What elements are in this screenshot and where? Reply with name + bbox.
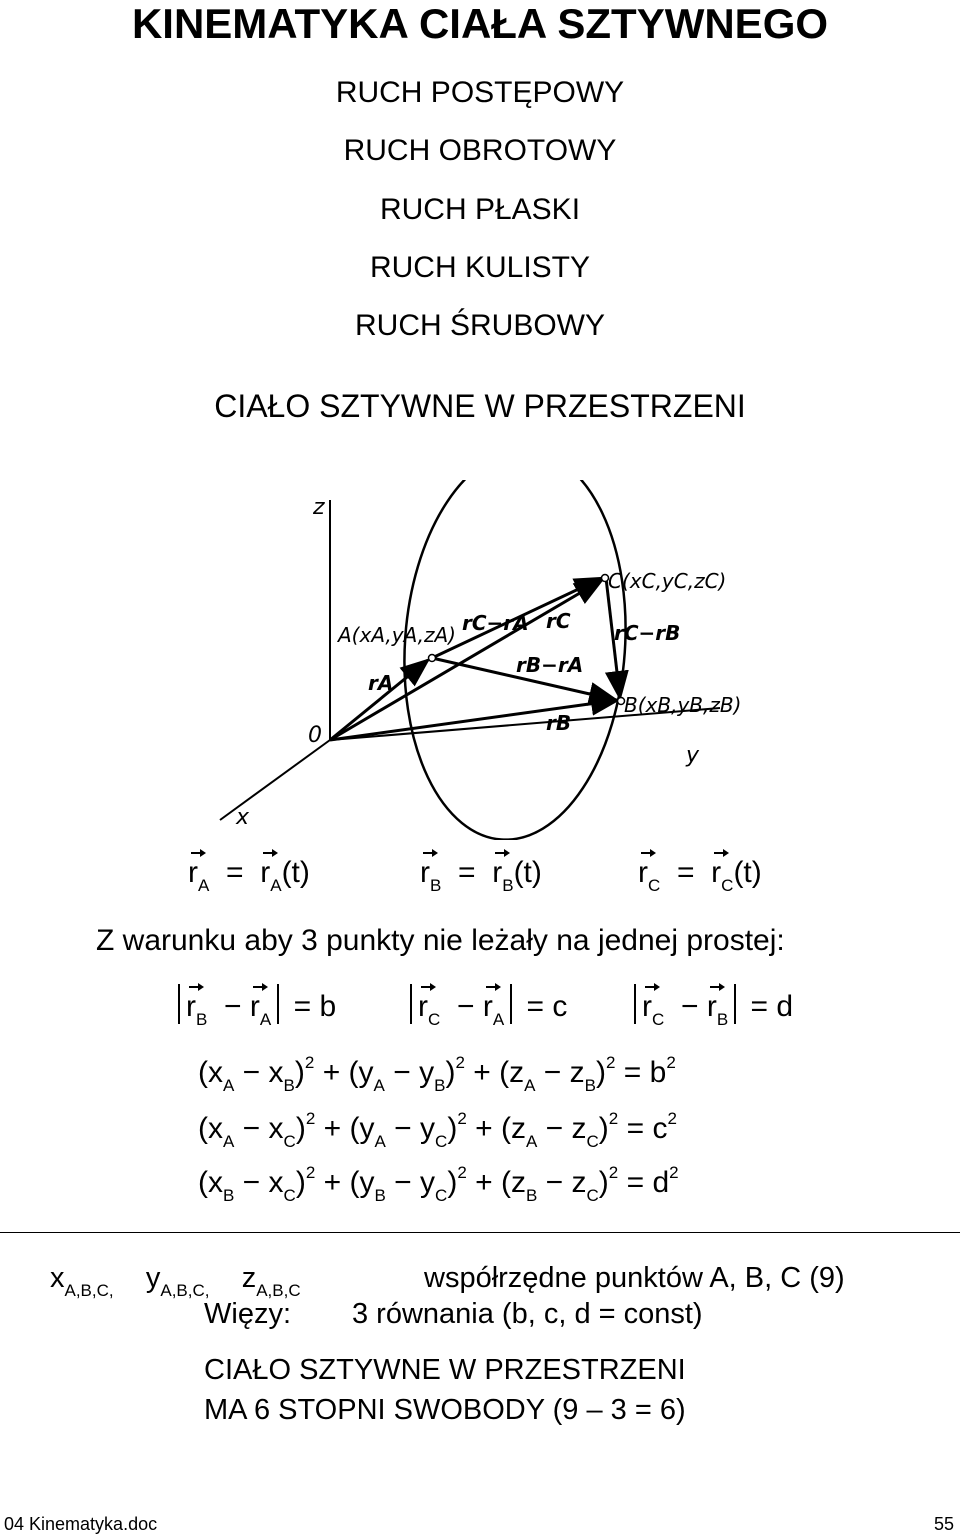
conclusion-line-2: MA 6 STOPNI SWOBODY (9 – 3 = 6) (204, 1394, 686, 1426)
condition-text: Z warunku aby 3 punkty nie leżały na jednej prostej: (96, 924, 785, 957)
motion-type-1: RUCH POSTĘPOWY (335, 76, 625, 109)
constraints-description: 3 równania (b, c, d = const) (352, 1298, 703, 1330)
vector-rb-label: rB (546, 711, 572, 735)
coord-eq-ac: $(x_A - x_C)^2 + (y_A - y_C)^2 + (z_A - z_C)^2 = c^2$ (198, 1109, 677, 1151)
vector-ra-label: rA (368, 671, 394, 695)
point-a-marker (429, 655, 436, 662)
axis-y-label: y (686, 743, 700, 768)
distance-eq-c: $r_C - r_A = c$ (404, 984, 567, 1024)
section-heading: CIAŁO SZTYWNE W PRZESTRZENI (214, 388, 746, 424)
page-title: KINEMATYKA CIAŁA SZTYWNEGO (131, 0, 829, 47)
coord-eq-bc: $(x_B - x_C)^2 + (y_B - y_C)^2 + (z_B - z_C)^2 = d^2$ (198, 1163, 679, 1205)
section-divider (0, 1232, 960, 1233)
conclusion-line-1: CIAŁO SZTYWNE W PRZESTRZENI (204, 1354, 686, 1386)
distance-eq-d: $r_C - r_B = d$ (628, 984, 793, 1024)
footer-page-number: 55 (933, 1514, 954, 1534)
coordinates-description: współrzędne punktów A, B, C (9) (424, 1262, 845, 1294)
axis-z-label: z (313, 495, 325, 520)
vector-rb-minus-ra-label: rB−rA (516, 653, 584, 677)
rigid-body-diagram (200, 480, 760, 840)
origin-label: 0 (308, 723, 322, 748)
motion-type-4: RUCH KULISTY (369, 251, 591, 284)
constraints-label: Więzy: (204, 1298, 291, 1330)
motion-type-2: RUCH OBROTOWY (343, 134, 617, 167)
motion-type-3: RUCH PŁASKI (379, 193, 581, 226)
point-c-label: C(xC,yC,zC) (608, 569, 727, 593)
vector-rc-minus-rb-label: rC−rB (614, 621, 681, 645)
point-a-label: A(xA,yA,zA) (338, 623, 456, 647)
distance-eq-b: $r_B - r_A = b$ (172, 984, 336, 1024)
position-eq-b: $r_B = r_B(t)$ (420, 856, 542, 895)
motion-type-5: RUCH ŚRUBOWY (354, 309, 605, 342)
position-eq-c: $r_C = r_C(t)$ (638, 856, 762, 895)
vector-rc-minus-ra-label: rC−rA (462, 611, 529, 635)
axis-x-label: x (236, 805, 250, 830)
vector-rc-label: rC (546, 609, 571, 633)
coordinate-variables: $x_{A,B,C,}$ $y_{A,B,C,}$ $z_{A,B,C}$ (50, 1262, 301, 1300)
coord-eq-ab: $(x_A - x_B)^2 + (y_A - y_B)^2 + (z_A - z_B)^2 = b^2$ (198, 1053, 676, 1095)
point-b-label: B(xB,yB,zB) (624, 693, 742, 717)
position-eq-a: $r_A = r_A(t)$ (188, 856, 310, 895)
footer-filename: 04 Kinematyka.doc (4, 1514, 158, 1534)
